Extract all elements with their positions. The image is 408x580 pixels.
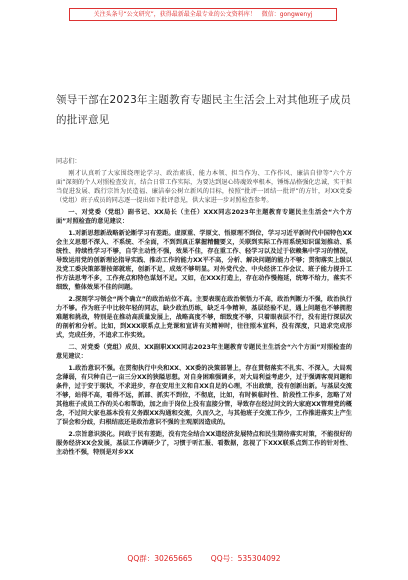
footer-qq-group: QQ群：30265665 — [127, 554, 193, 563]
footer — [0, 553, 408, 564]
footer-qq: QQ号：535304092 — [210, 554, 281, 563]
document-body — [56, 157, 352, 460]
body-paragraph: 刚才认真听了大家围绕理论学习、政治素质、能力本领、担当作为、工作作风、廉洁自律等“六个方面”深刻的个人对照检查发言，结合日常工作实际，为要达到退心铸魂效率根本，锤炼品格强化忠诚，实干担当促进发展、践行宗旨为民造福、廉洁奉公树立新风的目标，按照“批评一团结一批评”的方针，对XX党委（党组）班子成员的同志逐一提出如下批评意见，供大家进一步对照检查参考。 — [56, 170, 352, 204]
subsection-paragraph: 1.对新思想新战略新论断学习有差距。虚原重、学原文、悟原理不到位，学习习近平新时代中国特色XX会主义思想不深入、不系统、不全面，不到到真正掌握精髓要义，关联到实际工作用系统知识谋划推动、系统性、持续性学习不够，自学主动性不强，效果不佳，存在重工作、轻学习以及过于依赖集中学习的情况，导致运用党的创新理论指导实践、推动工作的能力XX平不高，分析、解决问题的能力不够；贯彻落实上级以及党工委决策部署按部就班，创新不足，成效不够明显。对外党代会、中央经济工作会议、班子能力提升工作方法思考不多，工作亮点和特色谋划不足。又如，在XXX打造上，存在动作慢拖延，统筹不给力，落实不细致，整体效果不佳的问题。 — [56, 230, 352, 291]
document-title: 领导干部在2023年主题教育专题民主生活会上对其他班子成员的批评意见 — [56, 94, 352, 126]
banner-text: 关注头条号“公文研究”，获得最新最全最专业的公文资料库！ — [93, 11, 256, 18]
top-banner — [69, 8, 337, 21]
subsection-paragraph: 2.宗旨意识淡化。问政于民有差距，没有完全结合XX道经济发展特点和民生期待落实对策，不能很好的服务经济XX会发展，基层工作调研少了，习惯于听汇报、看数据，忽视了下XXX联系点到工作的针对性、主动性不强，特别是对乡XX — [56, 431, 352, 456]
section-heading: 一、对党委（党组）副书记、XX局长（主任）XXX同志2023年主题教育专题民主生活会“六个方面”对照检查的意见建议： — [56, 209, 352, 225]
paragraph-list — [56, 169, 352, 457]
salutation: 同志们： — [56, 158, 81, 165]
section-heading: 二、对党委（党组）成员、XX副职XXX同志2023年主题教育专题民主生活会“六个方面”对照检查的意见建议： — [56, 344, 352, 360]
subsection-paragraph: 2.深刻学习领会“两个确立”的政治站位不高。主要表现在政治领悟力不高，政治判断力不强，政治执行力不够。作为班子中比较年轻的同志，缺少政治历练，缺乏斗争精神，基层经验不足，遇上问题也不够拥抱难题和挑战，特别是在推动高质量发展上，战略高度不够，细致度不够，只着眼表层不行，没有进行深层次的剖析和分析。比如，到XXX联系点上党课和宣讲有关精神时，往往照本宣科，没有深度，只追求完成形式，完成任务，不追求工作实效。 — [56, 296, 352, 339]
banner-wechat: 微信：gongwenyj — [261, 11, 313, 18]
subsection-paragraph: 1.政治意识不强。在贯彻执行中央和XX、XX委的决策部署上，存在贯彻落实不扎实、不深入，大局观念薄弱，有只种自己一亩三分XX的狭隘思想。对自身困难强调多，对大局利益考虑少，过于强调客观问题和条件，过于安于现状，不求进步，存在安用主义和自XX自足的心理，不出政绩，没有创新出新。与基层交流不够，站得不高，看得不远，抓部、抓实不到位，不彻底，比如，有时候临时性、阶段性工作多，忽略了对其他班子成员工作的关心和帮助，加之由于岗位上没有直接分管，导致存在经过问文的大家庭XX管理党的概念，不过问大家也基本没有义务跟XX沟通和交流，久而久之，与其他班子交流工作少，工作推进落实上产生了误会和分歧，归根结底还是政治意识不强的主观原因造成的。 — [56, 365, 352, 426]
